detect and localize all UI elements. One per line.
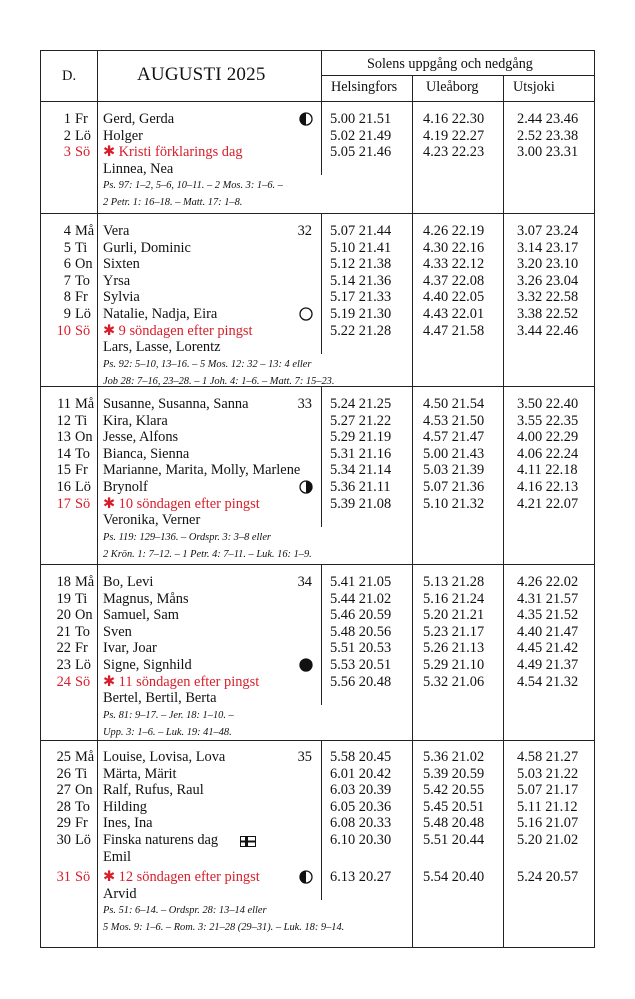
weekday: To — [75, 272, 90, 289]
weekday: Sö — [75, 869, 91, 886]
sun-times-helsingfors: 5.07 21.44 — [330, 223, 392, 239]
sun-times-helsingfors: 5.53 20.51 — [330, 657, 392, 673]
day-row — [41, 607, 596, 624]
sunday-extra-names: Linnea, Nea — [103, 160, 174, 177]
sunday-extra-names: Lars, Lasse, Lorentz — [103, 339, 221, 356]
city-rule — [503, 386, 504, 564]
day-number: 7 — [63, 272, 71, 289]
sun-times-uleaborg: 5.20 21.21 — [423, 607, 485, 624]
day-row — [41, 396, 596, 413]
day-row — [41, 128, 596, 145]
sun-times-helsingfors: 5.39 21.08 — [330, 495, 392, 512]
name-day: Finska naturens dag — [103, 832, 219, 848]
scripture-reading: Ps. 97: 1–2, 5–6, 10–11. – 2 Mos. 3: 1–6. – — [103, 180, 283, 192]
city-rule — [412, 213, 413, 386]
name-day: Bo, Levi — [103, 574, 154, 590]
sun-times-helsingfors: 5.29 21.19 — [330, 429, 392, 446]
calendar-table — [40, 50, 595, 948]
weekday: Ti — [75, 239, 88, 256]
day-number: 13 — [56, 429, 71, 446]
day-row — [41, 323, 596, 340]
name-day: ✱ 9 söndagen efter pingst — [103, 322, 253, 339]
day-row — [41, 782, 596, 799]
sun-times-utsjoki: 2.52 23.38 — [517, 127, 579, 144]
sun-times-uleaborg: 4.50 21.54 — [423, 396, 485, 412]
sun-times-helsingfors: 6.08 20.33 — [330, 815, 392, 832]
sun-times-helsingfors: 5.58 20.45 — [330, 749, 392, 765]
sun-times-helsingfors: 5.27 21.22 — [330, 412, 392, 429]
sun-times-helsingfors: 5.19 21.30 — [330, 306, 392, 322]
weekday: Lö — [75, 127, 91, 144]
sun-times-uleaborg: 4.33 22.12 — [423, 256, 485, 273]
name-day: Vera — [103, 223, 130, 239]
sun-times-uleaborg: 4.47 21.58 — [423, 322, 485, 339]
sun-times-uleaborg: 5.13 21.28 — [423, 574, 485, 590]
sun-times-helsingfors: 5.34 21.14 — [330, 462, 392, 479]
week-number: 33 — [297, 396, 312, 412]
day-row — [41, 624, 596, 641]
scripture-reading: 2 Petr. 1: 16–18. – Matt. 17: 1–8. — [103, 197, 243, 209]
sun-times-utsjoki: 4.16 22.13 — [517, 479, 579, 495]
sun-times-utsjoki: 4.58 21.27 — [517, 749, 579, 765]
sun-times-uleaborg: 5.23 21.17 — [423, 623, 485, 640]
day-number: 18 — [56, 574, 71, 590]
scripture-reading: Ps. 81: 9–17. – Jer. 18: 1–10. – — [103, 709, 234, 721]
weekday: Lö — [75, 832, 91, 848]
sun-times-utsjoki: 5.11 21.12 — [517, 798, 578, 815]
sunday-extra-names: Veronika, Verner — [103, 512, 201, 529]
name-day: Bianca, Sienna — [103, 445, 190, 462]
name-day: Yrsa — [103, 272, 131, 289]
day-row — [41, 591, 596, 608]
sun-header-divider — [321, 75, 594, 76]
sun-times-helsingfors: 6.13 20.27 — [330, 869, 392, 886]
sun-times-utsjoki: 4.06 22.24 — [517, 445, 579, 462]
day-row — [41, 240, 596, 257]
sun-times-utsjoki: 5.03 21.22 — [517, 765, 579, 782]
sun-times-helsingfors: 6.10 20.30 — [330, 832, 392, 848]
day-number: 1 — [63, 111, 71, 127]
day-number: 11 — [57, 396, 71, 412]
day-number: 16 — [56, 479, 71, 495]
day-number: 22 — [56, 640, 71, 657]
weekday: Lö — [75, 479, 91, 495]
sun-times-utsjoki: 5.16 21.07 — [517, 815, 579, 832]
sun-times-helsingfors: 5.56 20.48 — [330, 673, 392, 690]
sun-times-helsingfors: 5.14 21.36 — [330, 272, 392, 289]
sun-times-helsingfors: 5.24 21.25 — [330, 396, 392, 412]
day-row — [41, 849, 596, 866]
name-day: ✱ 12 söndagen efter pingst — [103, 869, 260, 886]
sun-times-uleaborg: 4.57 21.47 — [423, 429, 485, 446]
sun-times-utsjoki: 4.54 21.32 — [517, 673, 579, 690]
scripture-reading: Upp. 3: 1–6. – Luk. 19: 41–48. — [103, 726, 232, 738]
day-number: 30 — [56, 832, 71, 848]
sun-times-helsingfors: 6.05 20.36 — [330, 798, 392, 815]
day-row — [41, 657, 596, 674]
sun-times-helsingfors: 5.48 20.56 — [330, 623, 392, 640]
weekday: On — [75, 607, 93, 624]
day-number: 26 — [56, 765, 71, 782]
city-rule — [503, 101, 504, 213]
weekday: On — [75, 782, 93, 799]
name-column-rule — [321, 213, 322, 354]
sun-times-helsingfors: 6.01 20.42 — [330, 765, 392, 782]
sun-times-uleaborg: 5.42 20.55 — [423, 782, 485, 799]
day-row — [41, 413, 596, 430]
sun-times-helsingfors: 5.10 21.41 — [330, 239, 392, 256]
name-day: Holger — [103, 127, 143, 144]
city-rule — [412, 386, 413, 564]
sun-times-helsingfors: 5.31 21.16 — [330, 445, 392, 462]
name-day: ✱ 11 söndagen efter pingst — [103, 673, 260, 690]
name-day: Brynolf — [103, 479, 148, 495]
day-number: 20 — [56, 607, 71, 624]
day-row — [41, 289, 596, 306]
scripture-reading: 5 Mos. 9: 1–6. – Rom. 3: 21–28 (29–31). – Luk. 18: 9–14. — [103, 922, 345, 934]
sun-times-utsjoki: 3.07 23.24 — [517, 223, 579, 239]
day-row — [41, 479, 596, 496]
day-row — [41, 446, 596, 463]
day-row — [41, 674, 596, 691]
sun-times-helsingfors: 5.22 21.28 — [330, 322, 392, 339]
city-helsingfors: Helsingfors — [331, 79, 398, 95]
day-number: 21 — [56, 623, 71, 640]
sun-times-utsjoki: 4.31 21.57 — [517, 590, 579, 607]
day-row — [41, 832, 596, 849]
week-number: 34 — [297, 574, 312, 590]
sun-times-uleaborg: 4.43 22.01 — [423, 306, 485, 322]
sun-times-helsingfors: 5.41 21.05 — [330, 574, 392, 590]
weekday: Må — [75, 396, 95, 412]
sun-times-uleaborg: 5.00 21.43 — [423, 445, 485, 462]
sun-times-helsingfors: 5.12 21.38 — [330, 256, 392, 273]
sun-times-helsingfors: 5.36 21.11 — [330, 479, 391, 495]
name-day: Signe, Signhild — [103, 657, 192, 673]
weekday: Ti — [75, 765, 88, 782]
sun-times-utsjoki: 3.14 23.17 — [517, 239, 579, 256]
scripture-reading: 2 Krön. 1: 7–12. – 1 Petr. 4: 7–11. – Luk. 16: 1–9. — [103, 548, 312, 560]
day-number: 31 — [56, 869, 71, 886]
weekday: Fr — [75, 111, 88, 127]
week-divider — [41, 213, 594, 214]
sun-times-utsjoki: 5.20 21.02 — [517, 832, 579, 848]
day-number: 14 — [56, 445, 71, 462]
sun-times-helsingfors: 5.46 20.59 — [330, 607, 392, 624]
weekday: Må — [75, 574, 95, 590]
name-column-rule — [321, 564, 322, 705]
name-day: Kira, Klara — [103, 412, 168, 429]
weekday: To — [75, 623, 90, 640]
sun-times-utsjoki: 3.00 23.31 — [517, 144, 579, 161]
month-title: AUGUSTI 2025 — [137, 64, 266, 85]
name-day: Emil — [103, 848, 131, 865]
day-number: 9 — [63, 306, 71, 322]
name-column-rule — [321, 51, 322, 101]
sun-times-uleaborg: 5.39 20.59 — [423, 765, 485, 782]
day-number: 3 — [63, 144, 71, 161]
sunday-extra-names: Bertel, Bertil, Berta — [103, 690, 217, 707]
name-day: Louise, Lovisa, Lova — [103, 749, 226, 765]
sun-times-uleaborg: 5.48 20.48 — [423, 815, 485, 832]
sun-times-helsingfors: 5.00 21.51 — [330, 111, 392, 127]
day-row — [41, 144, 596, 161]
sunday-extra-names: Arvid — [103, 885, 137, 902]
day-number: 25 — [56, 749, 71, 765]
day-row — [41, 640, 596, 657]
name-day: Marianne, Marita, Molly, Marlene — [103, 462, 301, 479]
weekday: Sö — [75, 322, 91, 339]
sun-times-utsjoki: 4.35 21.52 — [517, 607, 579, 624]
name-day: Gerd, Gerda — [103, 111, 175, 127]
name-day: Hilding — [103, 798, 147, 815]
name-column-rule — [321, 101, 322, 175]
sun-times-helsingfors: 5.17 21.33 — [330, 289, 392, 306]
weekday: Lö — [75, 657, 91, 673]
city-rule — [412, 75, 413, 101]
name-day: ✱ 10 söndagen efter pingst — [103, 495, 260, 512]
name-day: Sixten — [103, 256, 140, 273]
sun-times-utsjoki: 5.07 21.17 — [517, 782, 579, 799]
name-day: Magnus, Måns — [103, 590, 189, 607]
last-quarter-moon-icon — [299, 870, 313, 889]
city-rule — [412, 564, 413, 740]
day-row — [41, 799, 596, 816]
sun-times-uleaborg: 4.23 22.23 — [423, 144, 485, 161]
name-column-rule — [321, 386, 322, 527]
weekday: Fr — [75, 462, 88, 479]
name-day: Ines, Ina — [103, 815, 153, 832]
day-row — [41, 749, 596, 766]
sun-times-helsingfors: 5.51 20.53 — [330, 640, 392, 657]
weekday: To — [75, 445, 90, 462]
sun-times-utsjoki: 3.44 22.46 — [517, 322, 579, 339]
name-day: Natalie, Nadja, Eira — [103, 306, 218, 322]
sun-times-uleaborg: 5.26 21.13 — [423, 640, 485, 657]
sun-times-utsjoki: 3.55 22.35 — [517, 412, 579, 429]
weekday: Må — [75, 749, 95, 765]
day-number: 24 — [56, 673, 71, 690]
day-row — [41, 869, 596, 886]
sun-times-utsjoki: 3.32 22.58 — [517, 289, 579, 306]
day-row — [41, 111, 596, 128]
city-rule — [412, 740, 413, 948]
weekday: Sö — [75, 144, 91, 161]
sun-times-helsingfors: 5.44 21.02 — [330, 590, 392, 607]
name-column-rule — [321, 740, 322, 900]
city-rule — [503, 564, 504, 740]
day-number: 19 — [56, 590, 71, 607]
sun-times-uleaborg: 5.36 21.02 — [423, 749, 485, 765]
day-number: 8 — [63, 289, 71, 306]
city-rule — [503, 75, 504, 101]
sun-times-uleaborg: 5.10 21.32 — [423, 495, 485, 512]
day-row — [41, 306, 596, 323]
sun-times-utsjoki: 4.26 22.02 — [517, 574, 579, 590]
week-divider — [41, 564, 594, 565]
name-day: Susanne, Susanna, Sanna — [103, 396, 249, 412]
weekday: Sö — [75, 495, 91, 512]
weekday: Fr — [75, 815, 88, 832]
name-day: Samuel, Sam — [103, 607, 179, 624]
sun-times-utsjoki: 4.00 22.29 — [517, 429, 579, 446]
sun-times-utsjoki: 4.45 21.42 — [517, 640, 579, 657]
day-number: 23 — [56, 657, 71, 673]
sun-times-utsjoki: 5.24 20.57 — [517, 869, 579, 886]
sun-times-uleaborg: 5.45 20.51 — [423, 798, 485, 815]
sun-times-helsingfors: 5.05 21.46 — [330, 144, 392, 161]
day-row — [41, 273, 596, 290]
name-day: Ivar, Joar — [103, 640, 157, 657]
day-row — [41, 462, 596, 479]
name-day: Märta, Märit — [103, 765, 177, 782]
weekday: Må — [75, 223, 95, 239]
sun-times-uleaborg: 4.40 22.05 — [423, 289, 485, 306]
weekday: Lö — [75, 306, 91, 322]
scripture-reading: Ps. 51: 6–14. – Ordspr. 28: 13–14 eller — [103, 905, 267, 917]
city-rule — [412, 101, 413, 213]
day-number: 10 — [56, 322, 71, 339]
sun-times-utsjoki: 3.26 23.04 — [517, 272, 579, 289]
sun-times-utsjoki: 2.44 23.46 — [517, 111, 579, 127]
weekday: On — [75, 256, 93, 273]
week-number: 35 — [297, 749, 312, 765]
sun-times-uleaborg: 4.16 22.30 — [423, 111, 485, 127]
name-day: Jesse, Alfons — [103, 429, 179, 446]
day-number: 27 — [56, 782, 71, 799]
day-number: 28 — [56, 798, 71, 815]
weekday: Fr — [75, 640, 88, 657]
name-day: Gurli, Dominic — [103, 239, 191, 256]
sun-times-utsjoki: 4.40 21.47 — [517, 623, 579, 640]
sun-times-helsingfors: 6.03 20.39 — [330, 782, 392, 799]
sun-times-utsjoki: 3.50 22.40 — [517, 396, 579, 412]
header-divider — [41, 101, 594, 102]
city-rule — [503, 213, 504, 386]
weekday: To — [75, 798, 90, 815]
day-row — [41, 574, 596, 591]
sun-times-uleaborg: 5.07 21.36 — [423, 479, 485, 495]
day-row — [41, 429, 596, 446]
sun-times-uleaborg: 5.54 20.40 — [423, 869, 485, 886]
city-uleaborg: Uleåborg — [426, 79, 479, 95]
sun-times-uleaborg: 4.19 22.27 — [423, 127, 485, 144]
day-number: 17 — [56, 495, 71, 512]
sun-times-uleaborg: 4.30 22.16 — [423, 239, 485, 256]
weekday: Ti — [75, 412, 88, 429]
city-utsjoki: Utsjoki — [513, 79, 555, 95]
weekday: Fr — [75, 289, 88, 306]
sun-times-helsingfors: 5.02 21.49 — [330, 127, 392, 144]
sun-times-uleaborg: 5.51 20.44 — [423, 832, 485, 848]
name-day: ✱ Kristi förklarings dag — [103, 144, 243, 161]
sun-times-uleaborg: 5.29 21.10 — [423, 657, 485, 673]
week-number: 32 — [297, 223, 312, 239]
city-rule — [503, 740, 504, 948]
day-row — [41, 496, 596, 513]
name-day: Sven — [103, 623, 132, 640]
weekday: Ti — [75, 590, 88, 607]
day-number: 12 — [56, 412, 71, 429]
day-row — [41, 223, 596, 240]
sun-times-uleaborg: 4.26 22.19 — [423, 223, 485, 239]
day-number: 5 — [63, 239, 71, 256]
name-day: Sylvia — [103, 289, 140, 306]
sun-times-uleaborg: 5.03 21.39 — [423, 462, 485, 479]
day-row — [41, 256, 596, 273]
day-column-header: D. — [62, 68, 77, 84]
day-number: 6 — [63, 256, 71, 273]
name-day: Ralf, Rufus, Raul — [103, 782, 204, 799]
day-row — [41, 815, 596, 832]
scripture-reading: Ps. 119: 129–136. – Ordspr. 3: 3–8 eller — [103, 531, 271, 543]
sun-times-uleaborg: 5.16 21.24 — [423, 590, 485, 607]
day-number: 29 — [56, 815, 71, 832]
scripture-reading: Job 28: 7–16, 23–28. – 1 Joh. 4: 1–6. – Matt. 7: 15–23. — [103, 375, 335, 387]
weekday: Sö — [75, 673, 91, 690]
sun-times-uleaborg: 4.53 21.50 — [423, 412, 485, 429]
sun-times-utsjoki: 4.11 22.18 — [517, 462, 578, 479]
sun-times-uleaborg: 4.37 22.08 — [423, 272, 485, 289]
sun-times-uleaborg: 5.32 21.06 — [423, 673, 485, 690]
sun-times-utsjoki: 4.49 21.37 — [517, 657, 579, 673]
sun-times-utsjoki: 4.21 22.07 — [517, 495, 579, 512]
sun-times-utsjoki: 3.20 23.10 — [517, 256, 579, 273]
sun-times-utsjoki: 3.38 22.52 — [517, 306, 579, 322]
day-row — [41, 766, 596, 783]
day-number: 4 — [63, 223, 71, 239]
weekday: On — [75, 429, 93, 446]
day-number: 15 — [56, 462, 71, 479]
sun-times-title: Solens uppgång och nedgång — [367, 56, 533, 72]
scripture-reading: Ps. 92: 5–10, 13–16. – 5 Mos. 12: 32 – 13: 4 eller — [103, 358, 312, 370]
day-number: 2 — [63, 127, 71, 144]
